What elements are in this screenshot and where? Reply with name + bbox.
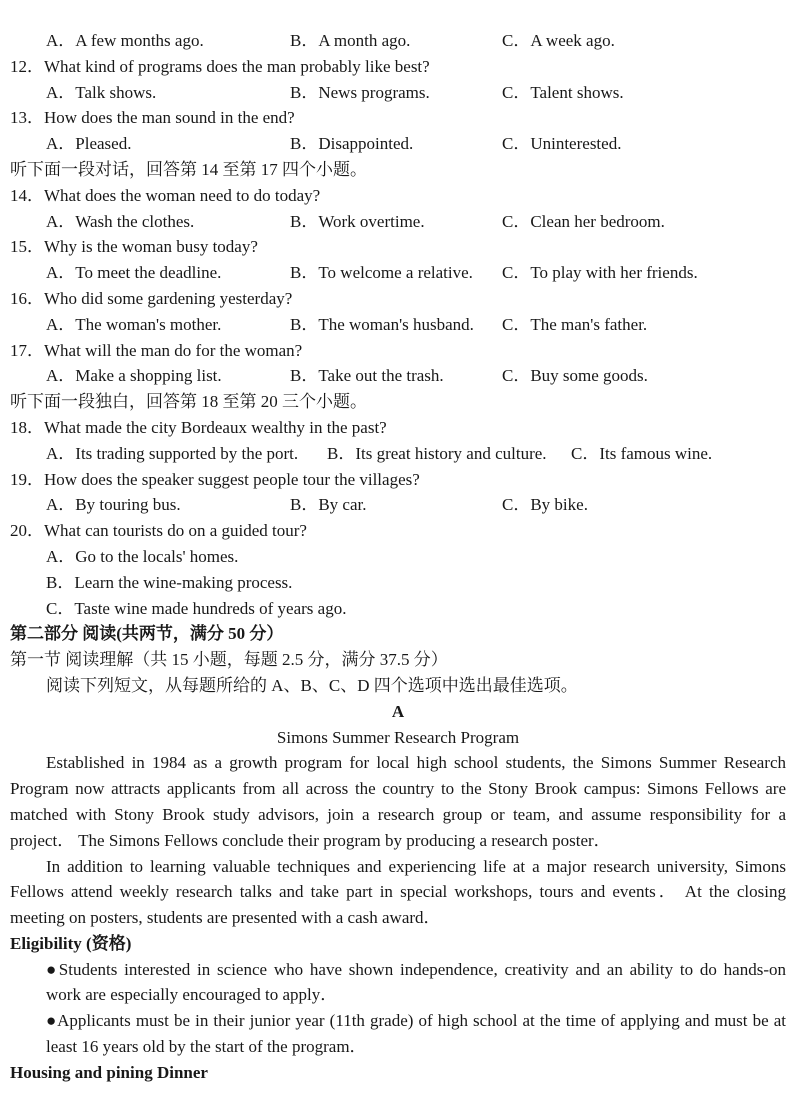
option: A．The woman's mother. [46, 314, 222, 334]
options-row [10, 209, 786, 235]
option: A．Make a shopping list. [46, 366, 222, 386]
option: B．Work overtime. [290, 211, 425, 231]
passage-subheading: Housing and pining Dinner [10, 1062, 208, 1082]
option: B．Its great history and culture. [327, 443, 547, 463]
question-line: 18．What made the city Bordeaux wealthy in the past? [10, 417, 387, 437]
option: A．Wash the clothes. [46, 211, 195, 231]
listening-instruction: 第一节 阅读理解（共 15 小题，每题 2.5 分，满分 37.5 分） [10, 650, 448, 670]
passage-title: Simons Summer Research Program [276, 727, 520, 747]
question-line: 19．How does the speaker suggest people tour the villages? [10, 469, 420, 489]
passage-paragraph: In addition to learning valuable techniques and experiencing life at a major research university, Simons Fellows attend weekly research talks and take part in special workshops, tours and events． At the closing meeting on posters, students are presented with a cash award． [10, 856, 786, 928]
option: B．Take out the trash. [290, 366, 444, 386]
question-line: 14．What does the woman need to do today? [10, 185, 321, 205]
listening-instruction: 听下面一段对话，回答第 14 至第 17 四个小题。 [10, 159, 367, 179]
options-row [10, 363, 786, 389]
option: C．To play with her friends. [502, 263, 698, 283]
option: A．By touring bus. [46, 495, 181, 515]
option-line: A．Go to the locals' homes. [46, 546, 239, 566]
option: B．To welcome a relative. [290, 263, 473, 283]
options-row [10, 441, 786, 467]
passage-subheading: Eligibility (资格) [10, 933, 132, 953]
option: C．Clean her bedroom. [502, 211, 665, 231]
option: A．Talk shows. [46, 82, 157, 102]
passage-paragraph: Established in 1984 as a growth program for local high school students, the Simons Summer Research Program now attracts applicants from all across the country to the Stony Brook campus: Simons Fellows are matched with Stony Brook study advisors, join a research group or team, and assume responsibility for a project． The Simons Fellows conclude their program by producing a research poster． [10, 753, 786, 850]
options-row [10, 80, 786, 106]
option: A．Pleased. [46, 134, 132, 154]
question-line: 15．Why is the woman busy today? [10, 237, 258, 257]
option: A．To meet the deadline. [46, 263, 222, 283]
options-row [10, 492, 786, 518]
option: B．By car. [290, 495, 367, 515]
option: C．Talent shows. [502, 82, 624, 102]
question-line: 12．What kind of programs does the man probably like best? [10, 56, 430, 76]
options-row [10, 28, 786, 54]
question-line: 16．Who did some gardening yesterday? [10, 288, 293, 308]
options-row [10, 131, 786, 157]
option: B．The woman's husband. [290, 314, 474, 334]
question-line: 13．How does the man sound in the end? [10, 108, 295, 128]
option: C．By bike. [502, 495, 588, 515]
option: A．A few months ago. [46, 31, 204, 50]
option: C．Uninterested. [502, 134, 622, 154]
bullet-item: ●Students interested in science who have shown independence, creativity and an ability to do hands-on work are especially encouraged to apply． [46, 959, 786, 1005]
bullet-item: ●Applicants must be in their junior year (11th grade) of high school at the time of applying and must be at least 16 years old by the start of the program． [46, 1011, 786, 1057]
option: C．Buy some goods. [502, 366, 648, 386]
options-row [10, 312, 786, 338]
option: B．Disappointed. [290, 134, 414, 154]
option: C．A week ago. [502, 31, 615, 50]
option: B．A month ago. [290, 31, 411, 50]
option: B．News programs. [290, 82, 430, 102]
option: C．Its famous wine. [571, 443, 713, 463]
option-line: C．Taste wine made hundreds of years ago. [46, 598, 347, 618]
options-row [10, 260, 786, 286]
option: A．Its trading supported by the port. [46, 443, 299, 463]
exam-document [10, 28, 786, 1086]
passage-label: A [391, 701, 405, 721]
reading-instruction: 阅读下列短文，从每题所给的 A、B、C、D 四个选项中选出最佳选项。 [46, 675, 578, 695]
listening-instruction: 听下面一段独白，回答第 18 至第 20 三个小题。 [10, 392, 367, 412]
question-line: 20．What can tourists do on a guided tour? [10, 521, 307, 541]
option-line: B．Learn the wine-making process. [46, 572, 293, 592]
question-line: 17．What will the man do for the woman? [10, 340, 303, 360]
section-heading: 第二部分 阅读(共两节，满分 50 分） [10, 624, 284, 644]
option: C．The man's father. [502, 314, 648, 334]
